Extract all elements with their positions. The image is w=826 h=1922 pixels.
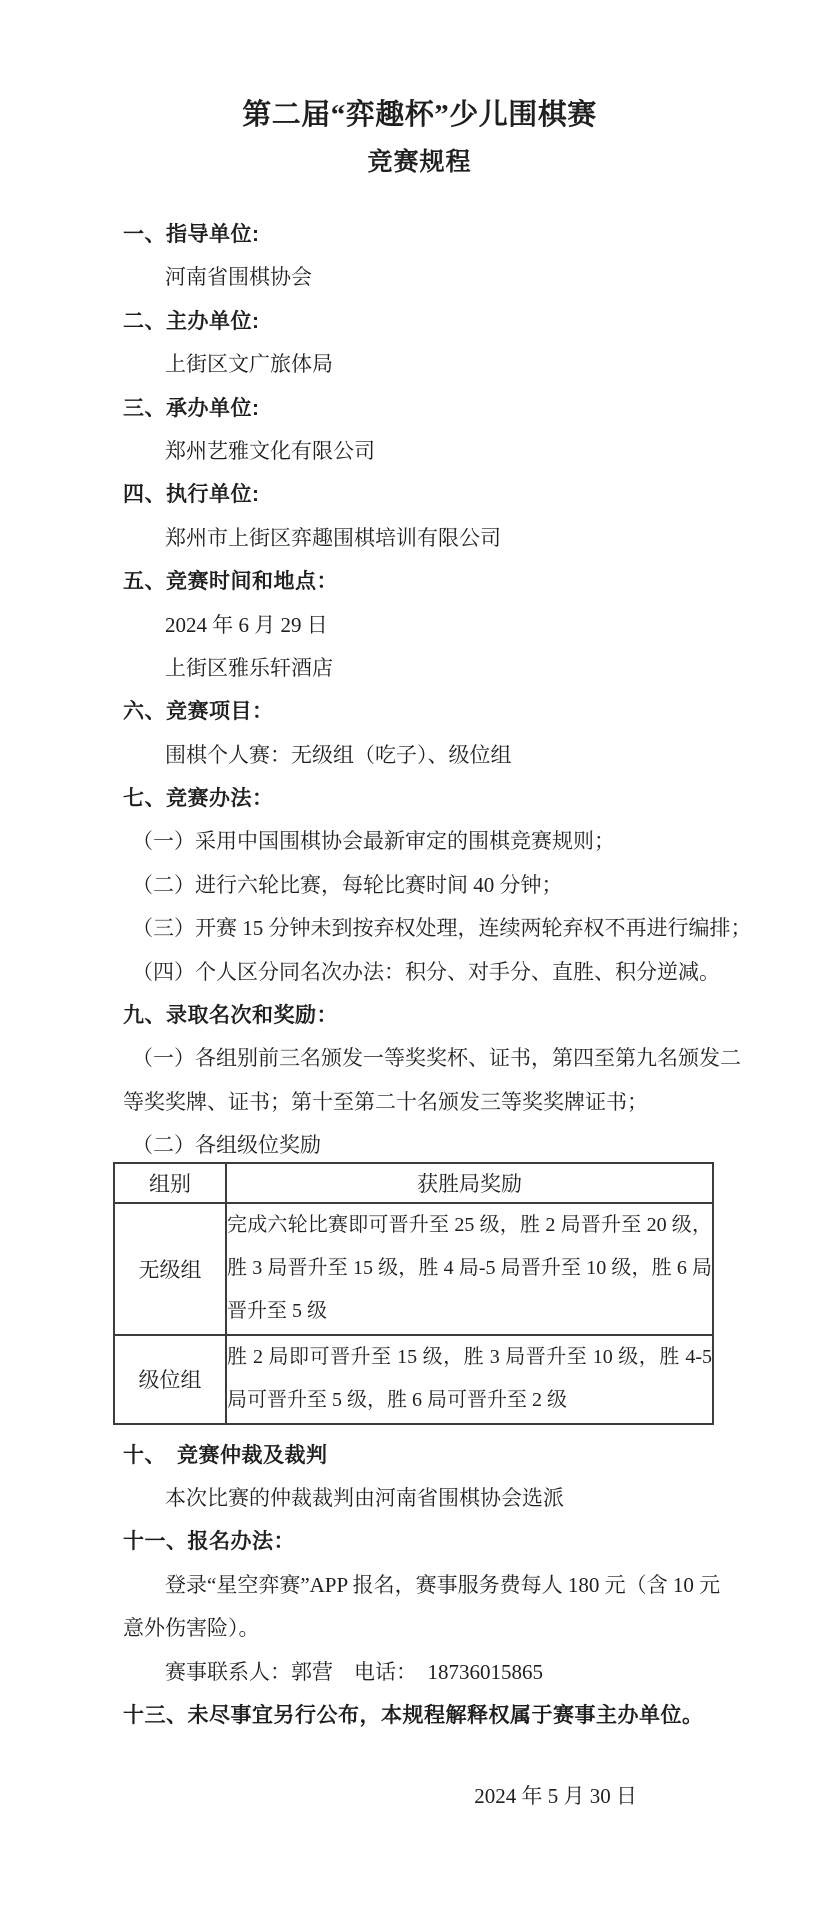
table-cell-reward: 胜 2 局即可晋升至 15 级，胜 3 局晋升至 10 级，胜 4-5 局可晋升至 5 级，胜 6 局可晋升至 2 级 <box>226 1335 713 1424</box>
section-line: （一）各组别前三名颁发一等奖奖杯、证书，第四至第九名颁发二 <box>132 1046 741 1071</box>
document-date: 2024 年 5 月 30 日 <box>474 1784 637 1809</box>
document-title-line2: 竞赛规程 <box>367 149 472 176</box>
section-line: 上街区雅乐轩酒店 <box>165 655 333 680</box>
section-line: 河南省围棋协会 <box>165 265 312 290</box>
section-line: （四）个人区分同名次办法：积分、对手分、直胜、积分逆减。 <box>132 959 720 984</box>
section-heading-1: 一、指导单位: <box>123 223 260 246</box>
section-line: 本次比赛的仲裁裁判由河南省围棋协会选派 <box>165 1486 564 1511</box>
section-heading-10: 十、 竞赛仲裁及裁判 <box>123 1443 328 1467</box>
section-line: 2024 年 6 月 29 日 <box>165 612 328 637</box>
section-line: 等奖奖牌、证书；第十至第二十名颁发三等奖奖牌证书； <box>123 1089 648 1114</box>
section-heading-11: 十一、报名办法： <box>123 1530 295 1554</box>
section-line: 登录“星空弈赛”APP 报名，赛事服务费每人 180 元（含 10 元 <box>165 1572 721 1597</box>
section-line: （二）各组级位奖励 <box>132 1133 321 1158</box>
section-heading-13: 十三、未尽事宜另行公布，本规程解释权属于赛事主办单位。 <box>123 1703 704 1727</box>
section-heading-9: 九、录取名次和奖励： <box>123 1004 338 1028</box>
section-line: 赛事联系人：郭营 电话： 18736015865 <box>165 1659 543 1684</box>
section-line: 郑州艺雅文化有限公司 <box>165 438 375 463</box>
section-line: 围棋个人赛：无级组（吃子）、级位组 <box>165 742 512 767</box>
section-heading-3: 三、承办单位: <box>123 396 260 420</box>
section-line: （二）进行六轮比赛，每轮比赛时间 40 分钟； <box>132 872 563 897</box>
section-line: （一）采用中国围棋协会最新审定的围棋竞赛规则； <box>132 829 615 854</box>
section-line: 意外伤害险）。 <box>123 1616 260 1641</box>
table-row <box>114 1203 713 1335</box>
section-heading-6: 六、竞赛项目： <box>123 700 274 724</box>
award-table-header-reward: 获胜局奖励 <box>226 1163 713 1203</box>
section-heading-4: 四、执行单位: <box>123 483 260 507</box>
section-line: 郑州市上街区弈趣围棋培训有限公司 <box>165 525 501 550</box>
award-table <box>113 1162 714 1425</box>
table-row <box>114 1335 713 1424</box>
document-body <box>123 213 752 1818</box>
section-line: （三）开赛 15 分钟未到按弃权处理，连续两轮弃权不再进行编排； <box>132 916 752 941</box>
table-cell-reward: 完成六轮比赛即可晋升至 25 级，胜 2 局晋升至 20 级，胜 3 局晋升至 15 级，胜 4 局-5 局晋升至 10 级，胜 6 局晋升至 5 级 <box>226 1203 713 1335</box>
document-title-line1: 第二届“弈趣杯”少儿围棋赛 <box>242 99 597 131</box>
section-heading-2: 二、主办单位: <box>123 309 260 333</box>
section-heading-5: 五、竞赛时间和地点： <box>123 570 338 594</box>
section-line: 上街区文广旅体局 <box>165 352 333 377</box>
award-table-header-group: 组别 <box>114 1163 226 1203</box>
table-cell-group: 级位组 <box>114 1335 226 1424</box>
table-cell-group: 无级组 <box>114 1203 226 1335</box>
award-table-header-row <box>114 1163 713 1203</box>
section-heading-7: 七、竞赛办法： <box>123 787 274 811</box>
